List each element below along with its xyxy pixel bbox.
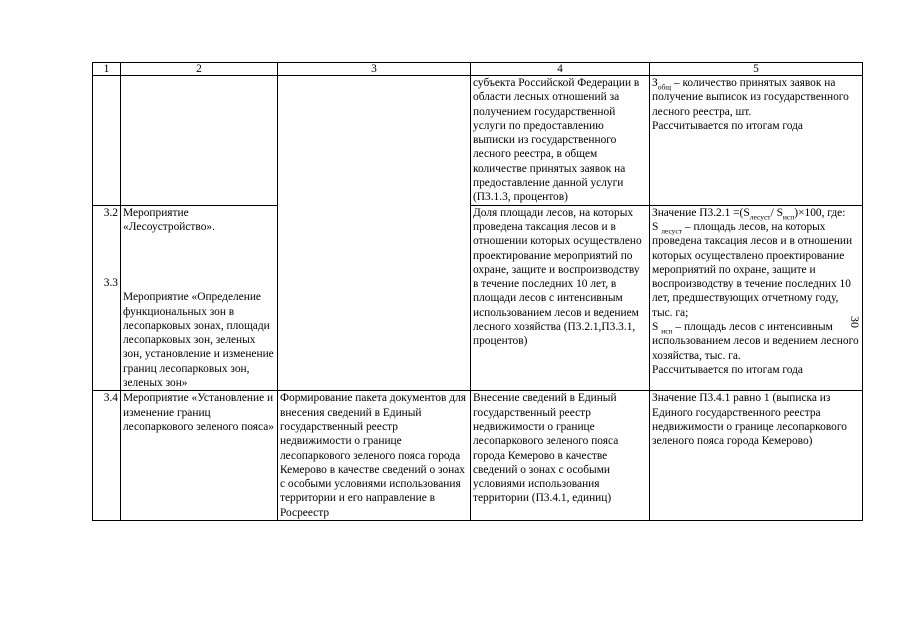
row3-num-cell (93, 391, 121, 521)
formula-subscript: исп (661, 326, 673, 336)
row1-indicator-cell (471, 76, 650, 206)
formula-symbol: З (652, 77, 658, 89)
row-number: 3.4 (103, 392, 118, 405)
row3-indicator-cell (471, 391, 650, 521)
row1-formula-cell (650, 76, 863, 206)
header-row (93, 63, 863, 76)
row1-indicator-text: субъекта Российской Федерации в области лесных отношений за получением государственной услуги по предоставлению выписки из государственного лесного реестра, в общем количестве принятых заявок на предоставление данной услуги (П3.1.3, процентов) (473, 77, 640, 204)
measure-name: Мероприятие «Лесоустройство». (123, 206, 215, 233)
table-row (93, 391, 863, 521)
row1-num-cell (93, 76, 121, 206)
formula-part: )×100, где: (794, 206, 846, 219)
spacer (123, 234, 275, 290)
row3-name-cell (121, 391, 278, 521)
row1-name-cell (121, 76, 278, 206)
document-table (92, 62, 863, 521)
formula-subscript: лесуст (749, 211, 771, 221)
table-row (93, 76, 863, 206)
row2-note: Рассчитывается по итогам года (652, 363, 803, 376)
row3-formula-text: Значение П3.4.1 равно 1 (выписка из Единого государственного реестра недвижимости о границе лесопаркового зеленого пояса города Кемерово) (652, 392, 847, 448)
formula-subscript: лесуст (661, 226, 683, 236)
formula-definition: – количество принятых заявок на получение выписок из государственного лесного реестра, шт. (652, 77, 849, 118)
row3-formula-cell (650, 391, 863, 521)
formula-part: Значение П3.2.1 =(S (652, 206, 750, 219)
formula-definition-text: – площадь лесов с интенсивным использованием лесов и ведением лесного хозяйства, тыс. га. (652, 321, 859, 362)
header-col-3: 3 (278, 63, 471, 76)
row2-name-cell (121, 205, 278, 391)
formula-subscript: общ (657, 82, 672, 92)
formula-symbol: S (652, 321, 662, 334)
row-number: 3.3 (103, 276, 118, 289)
spacer (95, 220, 118, 276)
row1-col3-cell (278, 76, 471, 391)
header-col-2: 2 (121, 63, 278, 76)
page-number: 30 (848, 316, 862, 328)
header-col-1: 1 (93, 63, 121, 76)
formula-definition-text: – площадь лесов, на которых проведена таксация лесов и в отношении которых осуществлено проектирование мероприятий по охране, защите и воспроизводству в течение последних 10 лет, предшествующих отчетному году, тыс. га; (652, 220, 853, 319)
action-text: Формирование пакета документов для внесения сведений в Единый государственный реестр недвижимости о границе лесопаркового зеленого пояса города Кемерово в качестве сведений о зонах с особыми условиями использования территории и его направление в Росреестр (280, 392, 467, 519)
formula-symbol: S (652, 220, 662, 233)
formula-part: / S (770, 206, 783, 219)
row1-note: Рассчитывается по итогам года (652, 119, 803, 132)
formula-subscript: исп (782, 211, 795, 221)
formula-definition (652, 320, 860, 363)
row2-indicator-text: Доля площади лесов, на которых проведена таксация лесов и в отношении которых осуществлено проектирование мероприятий по охране, защите и воспроизводству в течение последних 10 лет, в площади лесов с интенсивным использованием лесов и ведением лесного хозяйства (П3.2.1,П3.3.1, процентов) (473, 206, 642, 348)
row-number: 3.2 (103, 206, 118, 219)
row2-formula-cell (650, 205, 863, 391)
header-col-4: 4 (471, 63, 650, 76)
header-col-5: 5 (650, 63, 863, 76)
row3-action-cell (278, 391, 471, 521)
row2-indicator-cell (471, 205, 650, 391)
row1-formula-text (652, 76, 860, 119)
measure-name: Мероприятие «Определение функциональных зон в лесопарковых зонах, площади лесопарковых зон, зеленых зон, установление и изменение границ лесопарковых зон, зеленых зон» (123, 291, 274, 390)
row2-num-cell (93, 205, 121, 391)
row3-indicator-text: Внесение сведений в Единый государственный реестр недвижимости о границе лесопаркового зеленого пояса города Кемерово в качестве сведений о зонах с особыми условиями использования территории (П3.4.1, единиц) (473, 392, 619, 505)
formula-definition (652, 220, 860, 320)
formula-line (652, 206, 860, 220)
measure-name: Мероприятие «Установление и изменение границ лесопаркового зеленого пояса» (123, 392, 274, 433)
table-row (93, 205, 863, 391)
